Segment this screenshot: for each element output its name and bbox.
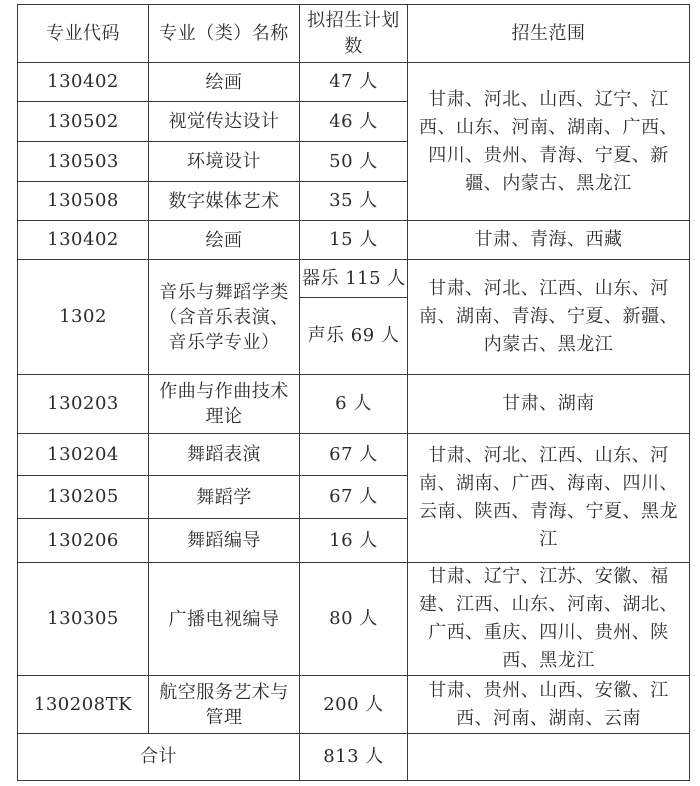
major-code: 1302 (18, 260, 149, 375)
total-label: 合计 (18, 734, 300, 781)
major-name: 绘画 (149, 221, 300, 260)
enrollment-plan: 50 人 (300, 142, 408, 182)
enrollment-plan: 器乐 115 人 (300, 260, 408, 298)
major-name: 舞蹈表演 (149, 434, 300, 476)
enrollment-plan: 200 人 (300, 676, 408, 734)
admissions-table (17, 4, 690, 781)
major-name: 广播电视编导 (149, 563, 300, 676)
enrollment-range: 甘肃、河北、山西、辽宁、江西、山东、河南、湖南、广西、四川、贵州、青海、宁夏、新疆、内蒙古、黑龙江 (408, 63, 690, 221)
enrollment-plan: 67 人 (300, 434, 408, 476)
major-code: 130402 (18, 221, 149, 260)
major-name: 环境设计 (149, 142, 300, 182)
major-name: 音乐与舞蹈学类（含音乐表演、音乐学专业） (149, 260, 300, 375)
major-code: 130508 (18, 182, 149, 221)
enrollment-range: 甘肃、贵州、山西、安徽、江西、河南、湖南、云南 (408, 676, 690, 734)
table-row (18, 260, 690, 298)
major-code: 130206 (18, 519, 149, 563)
table-row (18, 221, 690, 260)
enrollment-range: 甘肃、河北、江西、山东、河南、湖南、青海、宁夏、新疆、内蒙古、黑龙江 (408, 260, 690, 375)
major-name: 绘画 (149, 63, 300, 102)
major-code: 130305 (18, 563, 149, 676)
major-code: 130502 (18, 102, 149, 142)
enrollment-plan: 6 人 (300, 375, 408, 434)
enrollment-plan: 35 人 (300, 182, 408, 221)
major-name: 数字媒体艺术 (149, 182, 300, 221)
table-row (18, 375, 690, 434)
table-row (18, 676, 690, 734)
enrollment-plan: 15 人 (300, 221, 408, 260)
enrollment-plan: 47 人 (300, 63, 408, 102)
major-name: 航空服务艺术与管理 (149, 676, 300, 734)
major-name: 视觉传达设计 (149, 102, 300, 142)
header-name: 专业（类）名称 (149, 5, 300, 63)
major-name: 舞蹈编导 (149, 519, 300, 563)
enrollment-plan: 67 人 (300, 476, 408, 519)
enrollment-plan: 16 人 (300, 519, 408, 563)
major-name: 舞蹈学 (149, 476, 300, 519)
header-row (18, 5, 690, 63)
major-code: 130208TK (18, 676, 149, 734)
table-row (18, 63, 690, 102)
major-code: 130203 (18, 375, 149, 434)
major-code: 130503 (18, 142, 149, 182)
header-range: 招生范围 (408, 5, 690, 63)
major-code: 130205 (18, 476, 149, 519)
header-code: 专业代码 (18, 5, 149, 63)
major-name: 作曲与作曲技术理论 (149, 375, 300, 434)
major-code: 130204 (18, 434, 149, 476)
table-row (18, 563, 690, 676)
enrollment-plan: 80 人 (300, 563, 408, 676)
table-row (18, 434, 690, 476)
total-plan: 813 人 (300, 734, 408, 781)
enrollment-plan: 声乐 69 人 (300, 298, 408, 375)
header-plan: 拟招生计划数 (300, 5, 408, 63)
total-range-empty (408, 734, 690, 781)
total-row (18, 734, 690, 781)
enrollment-range: 甘肃、河北、江西、山东、河南、湖南、广西、海南、四川、云南、陕西、青海、宁夏、黑龙江 (408, 434, 690, 563)
enrollment-range: 甘肃、辽宁、江苏、安徽、福建、江西、山东、河南、湖北、广西、重庆、四川、贵州、陕西、黑龙江 (408, 563, 690, 676)
major-code: 130402 (18, 63, 149, 102)
enrollment-range: 甘肃、湖南 (408, 375, 690, 434)
enrollment-range: 甘肃、青海、西藏 (408, 221, 690, 260)
enrollment-plan: 46 人 (300, 102, 408, 142)
